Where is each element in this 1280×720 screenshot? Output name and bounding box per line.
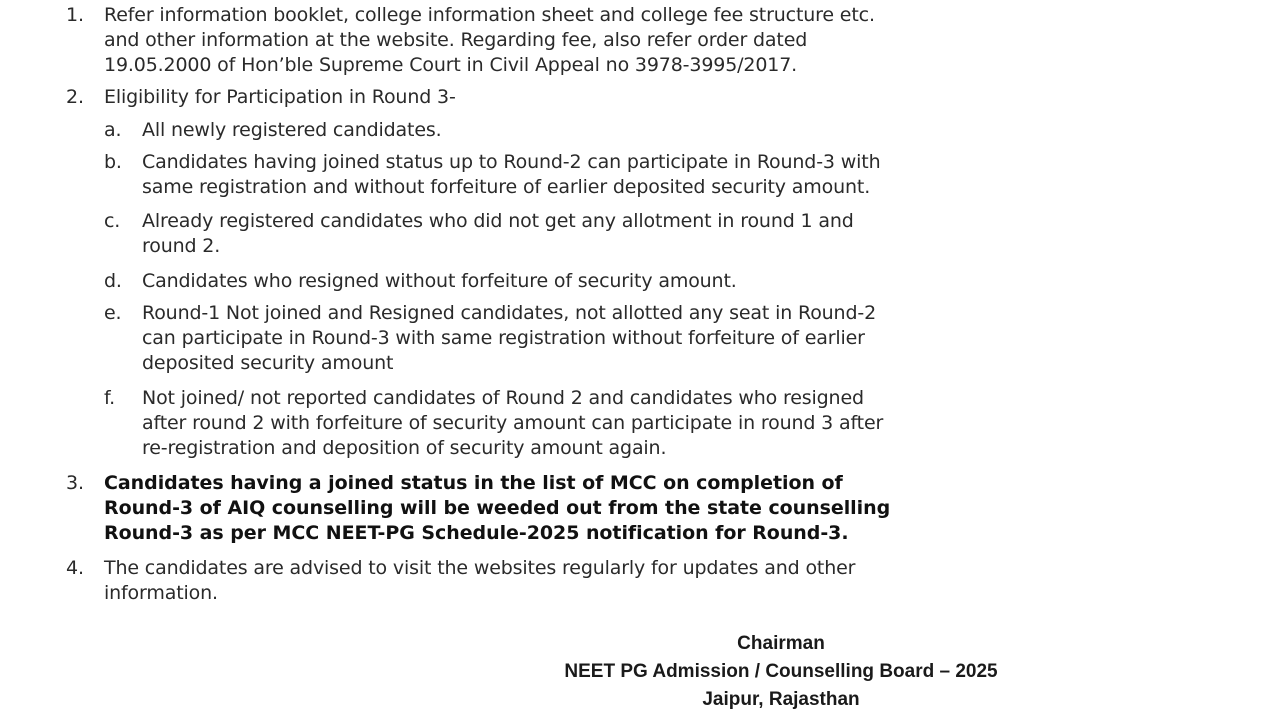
list-number: 4. — [66, 557, 84, 579]
sub-letter: d. — [104, 270, 122, 292]
list-item-text: Eligibility for Participation in Round 3- — [104, 86, 456, 108]
list-number: 1. — [66, 4, 84, 26]
sub-letter: a. — [104, 119, 122, 141]
signature-title: Chairman — [737, 633, 825, 654]
sub-letter: c. — [104, 210, 121, 232]
sub-item-text: Candidates having joined status up to Round-2 can participate in Round-3 with same registration and without forfeiture of earlier deposited security amount. — [142, 151, 881, 198]
sub-item-text: Already registered candidates who did not get any allotment in round 1 and round 2. — [142, 210, 854, 257]
sub-letter: f. — [104, 387, 116, 409]
list-item-text: Refer information booklet, college information sheet and college fee structure etc. and other information at the website. Regarding fee, also refer order dated 19.05.2000 of Hon’ble Supreme Court in Civil Appeal no 3978-3995/2017. — [104, 4, 875, 76]
sub-item-text: Candidates who resigned without forfeiture of security amount. — [142, 270, 737, 292]
list-item-text: The candidates are advised to visit the websites regularly for updates and other information. — [104, 557, 856, 604]
sub-item-text: All newly registered candidates. — [142, 119, 442, 141]
sub-item-text: Round-1 Not joined and Resigned candidates, not allotted any seat in Round-2 can participate in Round-3 with same registration without forfeiture of earlier deposited security amount — [142, 302, 877, 374]
sub-item-text: Not joined/ not reported candidates of Round 2 and candidates who resigned after round 2 with forfeiture of security amount can participate in round 3 after re-registration and deposition of security amount again. — [142, 387, 884, 459]
list-number: 3. — [66, 472, 84, 494]
signature-organization: NEET PG Admission / Counselling Board – 2025 — [564, 661, 998, 682]
signature-location: Jaipur, Rajasthan — [702, 689, 860, 710]
list-item-text-bold: Candidates having a joined status in the list of MCC on completion of Round-3 of AIQ counselling will be weeded out from the state counselling Round-3 as per MCC NEET-PG Schedule-2025 notification for Round-3. — [104, 472, 891, 544]
list-number: 2. — [66, 86, 84, 108]
sub-letter: b. — [104, 151, 122, 173]
sub-letter: e. — [104, 302, 122, 324]
signature-block — [540, 630, 1022, 714]
